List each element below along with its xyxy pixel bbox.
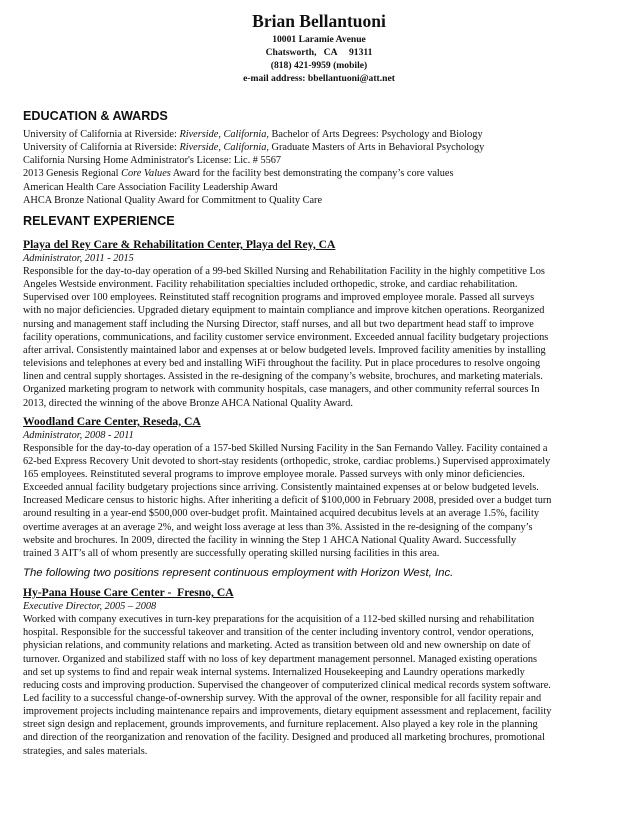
job-3-line: reducing costs and improving production. Supervised the changeover of computerized clinical medical records system software. bbox=[23, 679, 551, 691]
resume-body bbox=[23, 108, 623, 758]
degree-1-detail: Bachelor of Arts Degrees: Psychology and Biology bbox=[271, 129, 483, 140]
job-1-description bbox=[23, 265, 623, 410]
job-2-line: overtime averages at an average 2%, and weight loss average at less than 3%. Assisted in the re-designing of the company’s bbox=[23, 521, 533, 533]
street-address: 10001 Laramie Avenue bbox=[272, 34, 366, 45]
education-degree-1 bbox=[23, 128, 623, 141]
degree-1-school: University of California at Riverside: bbox=[23, 129, 177, 140]
city-state-zip: Chatsworth, CA 91311 bbox=[265, 47, 373, 58]
degree-1-location: Riverside, California, bbox=[179, 129, 269, 140]
job-2-line: around resulting in a year-end $500,000 over-budget profit. Maintained acquired decubitus levels at an average 1.5%, facility bbox=[23, 508, 539, 520]
education-degree-2 bbox=[23, 141, 623, 154]
job-1-line: Angeles Westside environment. Facility rehabilitation specialties included orthopedic, stroke, and cardiac rehabilitation. bbox=[23, 279, 518, 291]
job-3-line: and set up systems to find and repair weak internal systems. Internalized Housekeeping and Laundry operations markedly bbox=[23, 666, 525, 678]
job-1-line: televisions and telephones at every bed and installing WiFi throughout the facility. Put in place procedures to resolve ongoing bbox=[23, 358, 541, 370]
job-1-line: 2013, directed the winning of the above Bronze AHCA National Quality Award. bbox=[23, 397, 353, 409]
job-1-line: Supervised over 100 employees. Reinstituted staff recognition programs and improved employee morale. Passed all surveys bbox=[23, 292, 535, 304]
horizon-west-note: The following two positions represent continuous employment with Horizon West, Inc. bbox=[23, 567, 454, 580]
job-2-line: 165 employees. Reinstituted several programs to improve employee morale. Passed surveys with only minor deficiencies. bbox=[23, 468, 525, 480]
job-2-line: trained 3 AIT’s all of whom presently are successfully operating skilled nursing facilities in this area. bbox=[23, 547, 440, 559]
job-1-line: after arrival. Consistently maintained labor and expenses at or below budgeted levels. Improved facility amenities by installing bbox=[23, 344, 546, 356]
degree-2-detail: Graduate Masters of Arts in Behavioral Psychology bbox=[271, 142, 485, 154]
job-1-line: nursing and management staff including the Nursing Director, staff nurses, and all but two department head staff to improve bbox=[23, 318, 534, 330]
job-3-employer: Hy-Pana House Care Center - Fresno, CA bbox=[23, 586, 234, 600]
degree-2-location: Riverside, California, bbox=[179, 142, 269, 154]
job-3-line: Led facility to a successful change-of-ownership survey. With the approval of the owner, responsible for all facility repair and bbox=[23, 693, 542, 704]
award-genesis-italic: Core Values bbox=[121, 168, 171, 180]
job-3-line: strategies, and sales materials. bbox=[23, 745, 148, 757]
job-1-line: with no major deficiencies. Upgraded dietary equipment to maintain compliance and improve kitchen operations. Reorganized bbox=[23, 305, 545, 317]
candidate-name: Brian Bellantuoni bbox=[252, 11, 386, 31]
job-1-employer: Playa del Rey Care & Rehabilitation Center, Playa del Rey, CA bbox=[23, 237, 336, 251]
job-3-description bbox=[23, 613, 623, 758]
job-1-line: facility operations, communications, and facility customer service environment. Exceeded annual facility budgetary projections bbox=[23, 331, 549, 343]
award-genesis bbox=[23, 167, 623, 180]
phone-number: (818) 421-9959 (mobile) bbox=[270, 60, 368, 71]
job-2-employer: Woodland Care Center, Reseda, CA bbox=[23, 414, 201, 428]
email-address: e-mail address: bbellantuoni@att.net bbox=[243, 73, 395, 84]
job-3-role: Executive Director, 2005 – 2008 bbox=[23, 601, 157, 613]
job-1-line: Responsible for the day-to-day operation of a 99-bed Skilled Nursing and Rehabilitation Facility in the highly competitive Los bbox=[23, 265, 545, 277]
job-2-role: Administrator, 2008 - 2011 bbox=[23, 429, 134, 441]
award-genesis-prefix: 2013 Genesis Regional bbox=[23, 168, 119, 180]
education-section-title: EDUCATION & AWARDS bbox=[23, 109, 168, 123]
job-3-line: hospital. Responsible for the successful takeover and transition of the center including inventory control, vendor operations, bbox=[23, 627, 534, 639]
degree-2-school: University of California at Riverside: bbox=[23, 142, 177, 154]
award-ahca-leadership: American Health Care Association Facility Leadership Award bbox=[23, 181, 278, 193]
job-2-line: Exceeded annual facility budgetary projections since arriving. Consistently maintained expenses at or below budgeted levels. bbox=[23, 482, 539, 494]
job-3-line: Worked with company executives in turn-key preparations for the acquisition of a 112-bed skilled nursing and rehabilitation bbox=[23, 614, 535, 626]
job-2-description bbox=[23, 442, 623, 560]
award-ahca-bronze: AHCA Bronze National Quality Award for Commitment to Quality Care bbox=[23, 194, 323, 206]
job-2-line: 62-bed Express Recovery Unit devoted to short-stay residents (orthopedic, stroke, cardiac problems.) Supervised approximately bbox=[23, 455, 551, 467]
job-2-line: Responsible for the day-to-day operation of a 157-bed Skilled Nursing Facility in the San Fernando Valley. Facility contained a bbox=[23, 442, 548, 454]
job-3-line: street sign design and replacement, grounds improvements, and furniture replacement. Also played a key role in the planning bbox=[23, 719, 538, 731]
resume-header bbox=[0, 10, 638, 85]
job-3-line: turnover. Organized and stabilized staff with no loss of key department management personnel. Managed existing operations bbox=[23, 653, 538, 665]
experience-section-title: RELEVANT EXPERIENCE bbox=[23, 213, 175, 228]
job-1-line: Organized marketing program to network with community hospitals, case managers, and other community referral sources In bbox=[23, 384, 540, 396]
job-3-line: improvement projects including maintenance repairs and improvements, dietary equipment assessment and replacement, facility bbox=[23, 706, 552, 718]
license-line: California Nursing Home Administrator's License: Lic. # 5567 bbox=[23, 155, 282, 167]
job-2-line: website and brochures. In 2009, directed the facility in winning the Step 1 AHCA National Quality Award. Successfully bbox=[23, 534, 517, 546]
job-2-line: Increased Medicare census to historic highs. After inheriting a deficit of $100,000 in February 2008, presided over a budget turn bbox=[23, 495, 552, 507]
job-1-line: linen and central supply shortages. Assisted in the re-designing of the company’s website, brochures, and marketing materials. bbox=[23, 371, 543, 383]
job-1-role: Administrator, 2011 - 2015 bbox=[23, 252, 134, 264]
job-3-line: and direction of the reorganization and renovation of the facility. Designed and produced all marketing brochures, promotional bbox=[23, 732, 545, 744]
award-genesis-suffix: Award for the facility best demonstrating the company’s core values bbox=[172, 168, 454, 180]
job-3-line: physician relations, and community relations and marketing. Acted as transition between old and new ownership on date of bbox=[23, 640, 531, 652]
